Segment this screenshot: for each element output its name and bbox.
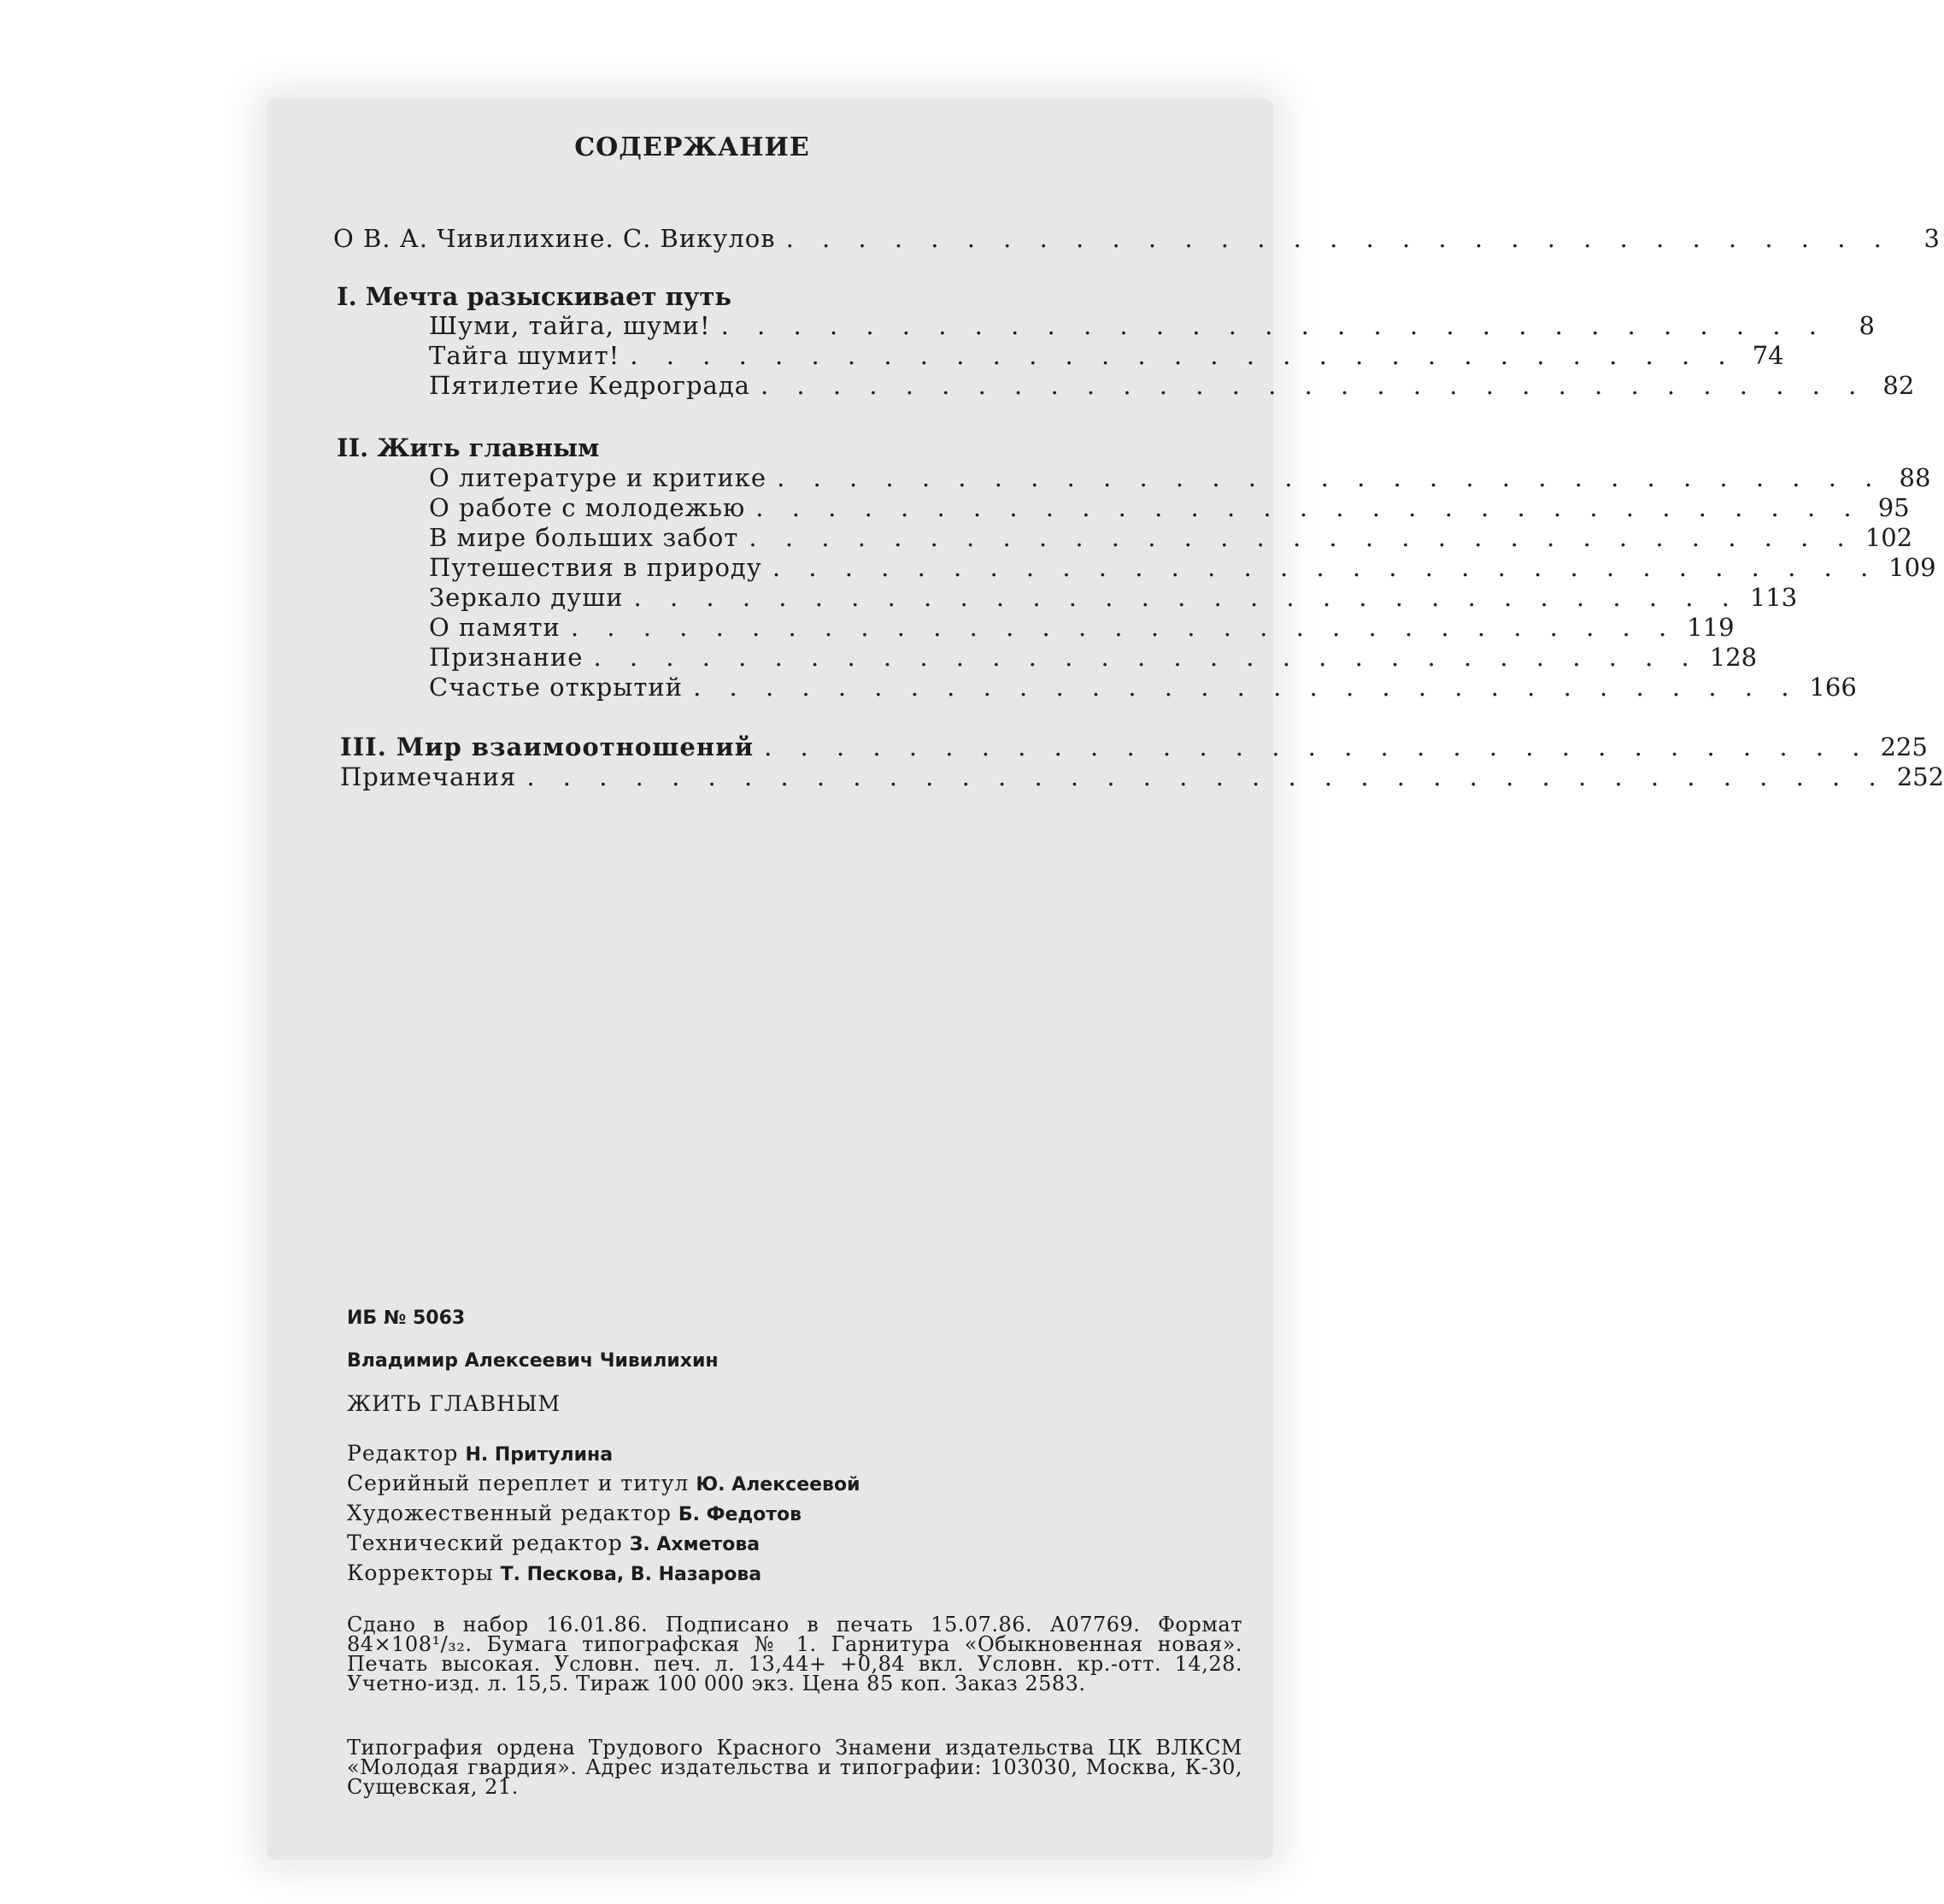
toc-entry: [429, 613, 1735, 642]
toc-entry-label: Путешествия в природу: [429, 553, 762, 582]
toc-entry-label: Примечания: [340, 762, 517, 791]
credit-role: Технический редактор: [347, 1531, 623, 1555]
credit-line: [347, 1471, 860, 1496]
toc-entry: [429, 311, 1875, 340]
credit-line: [347, 1501, 802, 1525]
toc-entry-label: Признание: [429, 643, 584, 672]
toc-entry: [429, 371, 1915, 400]
book-title: ЖИТЬ ГЛАВНЫМ: [347, 1391, 561, 1416]
leader-dots: . . . . . . . . . . . . . . . . . . . . . . . . . . . . . . .: [693, 673, 1800, 702]
leader-dots: . . . . . . . . . . . . . . . . . . . . . . . . . . . . . . .: [749, 523, 1855, 552]
toc-entry-page: 88: [1899, 463, 1931, 492]
toc-section-heading-1: I. Мечта разыскивает путь: [337, 282, 732, 311]
leader-dots: . . . . . . . . . . . . . . . . . . . . . . . . . . . . . . .: [755, 493, 1862, 522]
toc-entry-page: 74: [1752, 341, 1784, 370]
toc-section-heading-2: II. Жить главным: [337, 433, 600, 462]
toc-entry-page: 3: [1923, 224, 1940, 253]
leader-dots: . . . . . . . . . . . . . . . . . . . . . . . . . . . . . . .: [764, 732, 1871, 761]
printer-info: Типография ордена Трудового Красного Знамени издательства ЦК ВЛКСМ «Молодая гвардия». Адрес издательства и типографии: 103030, Москва, К-30, Сущевская, 21.: [347, 1736, 1242, 1799]
credit-role: Художественный редактор: [347, 1501, 672, 1525]
toc-entry-page: 225: [1880, 732, 1928, 761]
toc-entry-label: О работе с молодежью: [429, 493, 746, 522]
credit-name: Ю. Алексеевой: [696, 1474, 860, 1496]
credit-name: Н. Притулина: [465, 1444, 614, 1466]
toc-entry: [429, 493, 1910, 522]
toc-entry-page: 8: [1859, 311, 1875, 340]
leader-dots: . . . . . . . . . . . . . . . . . . . . . . . . . . . . . . .: [760, 371, 1867, 400]
leader-dots: . . . . . . . . . . . . . . . . . . . . . . . . . . . . . . . . . . . . . .: [526, 762, 1887, 791]
toc-entry-label: Шуми, тайга, шуми!: [429, 311, 711, 340]
toc-entry-label: Счастье открытий: [429, 673, 684, 702]
leader-dots: . . . . . . . . . . . . . . . . . . . . . . . . . . . . . . .: [772, 553, 1879, 582]
credit-name: Т. Пескова, В. Назарова: [500, 1564, 762, 1585]
toc-entry: [429, 553, 1936, 582]
toc-entry: [429, 341, 1784, 370]
toc-entry-label: III. Мир взаимоотношений: [340, 732, 755, 761]
toc-entry-label: Тайга шумит!: [429, 341, 620, 370]
credit-role: Редактор: [347, 1441, 459, 1466]
credit-line: [347, 1441, 613, 1466]
leader-dots: . . . . . . . . . . . . . . . . . . . . . . . . . . . . . . .: [720, 311, 1827, 340]
credit-role: Корректоры: [347, 1560, 494, 1585]
toc-entry-label: В мире больших забот: [429, 523, 739, 552]
leader-dots: . . . . . . . . . . . . . . . . . . . . . . . . . . . . . . .: [633, 583, 1740, 612]
toc-entry-page: 252: [1896, 762, 1944, 791]
credit-name: Б. Федотов: [678, 1504, 802, 1525]
toc-entry-page: 128: [1709, 643, 1758, 672]
credit-line: [347, 1531, 760, 1555]
toc-entry-page: 113: [1749, 583, 1798, 612]
toc-entry-page: 109: [1888, 553, 1936, 582]
toc-entry-page: 95: [1877, 493, 1910, 522]
toc-entry-page: 102: [1865, 523, 1913, 552]
toc-entry-page: 166: [1809, 673, 1857, 702]
toc-title: СОДЕРЖАНИЕ: [574, 132, 810, 162]
credit-role: Серийный переплет и титул: [347, 1471, 690, 1496]
toc-entry-intro: [333, 224, 1940, 253]
publication-details: Сдано в набор 16.01.86. Подписано в печать 15.07.86. А07769. Формат 84×108¹/₃₂. Бумага типографская № 1. Гарнитура «Обыкновенная новая». Печать высокая. Условн. печ. л. 13,44+ +0,84 вкл. Условн. кр.-отт. 14,28. Учетно-изд. л. 15,5. Тираж 100 000 экз. Цена 85 коп. Заказ 2583.: [347, 1613, 1242, 1695]
toc-entry-label: О В. А. Чивилихине. С. Викулов: [333, 224, 776, 253]
leader-dots: . . . . . . . . . . . . . . . . . . . . . . . . . . . . . . .: [630, 341, 1736, 370]
toc-entry: [429, 583, 1798, 612]
credit-line: [347, 1560, 761, 1585]
toc-entry-page: 119: [1687, 613, 1735, 642]
leader-dots: . . . . . . . . . . . . . . . . . . . . . . . . . . . . . . .: [570, 613, 1677, 642]
toc-entry: [429, 463, 1931, 492]
toc-entry: [429, 523, 1913, 552]
toc-entry-label: О памяти: [429, 613, 561, 642]
toc-entry: [429, 673, 1857, 702]
toc-entry: [429, 643, 1758, 672]
leader-dots: . . . . . . . . . . . . . . . . . . . . . . . . . . . . . . .: [777, 463, 1883, 492]
credit-name: З. Ахметова: [629, 1534, 761, 1555]
toc-entry-notes: [340, 762, 1944, 791]
author-name: Владимир Алексеевич Чивилихин: [347, 1350, 719, 1372]
toc-entry-section-3: [340, 732, 1928, 761]
ib-number: ИБ № 5063: [347, 1308, 466, 1329]
toc-entry-label: О литературе и критике: [429, 463, 767, 492]
leader-dots: . . . . . . . . . . . . . . . . . . . . . . . . . . . . . . .: [785, 224, 1892, 253]
toc-entry-page: 82: [1882, 371, 1915, 400]
toc-entry-label: Зеркало души: [429, 583, 624, 612]
leader-dots: . . . . . . . . . . . . . . . . . . . . . . . . . . . . . . .: [593, 643, 1700, 672]
toc-entry-label: Пятилетие Кедрограда: [429, 371, 750, 400]
